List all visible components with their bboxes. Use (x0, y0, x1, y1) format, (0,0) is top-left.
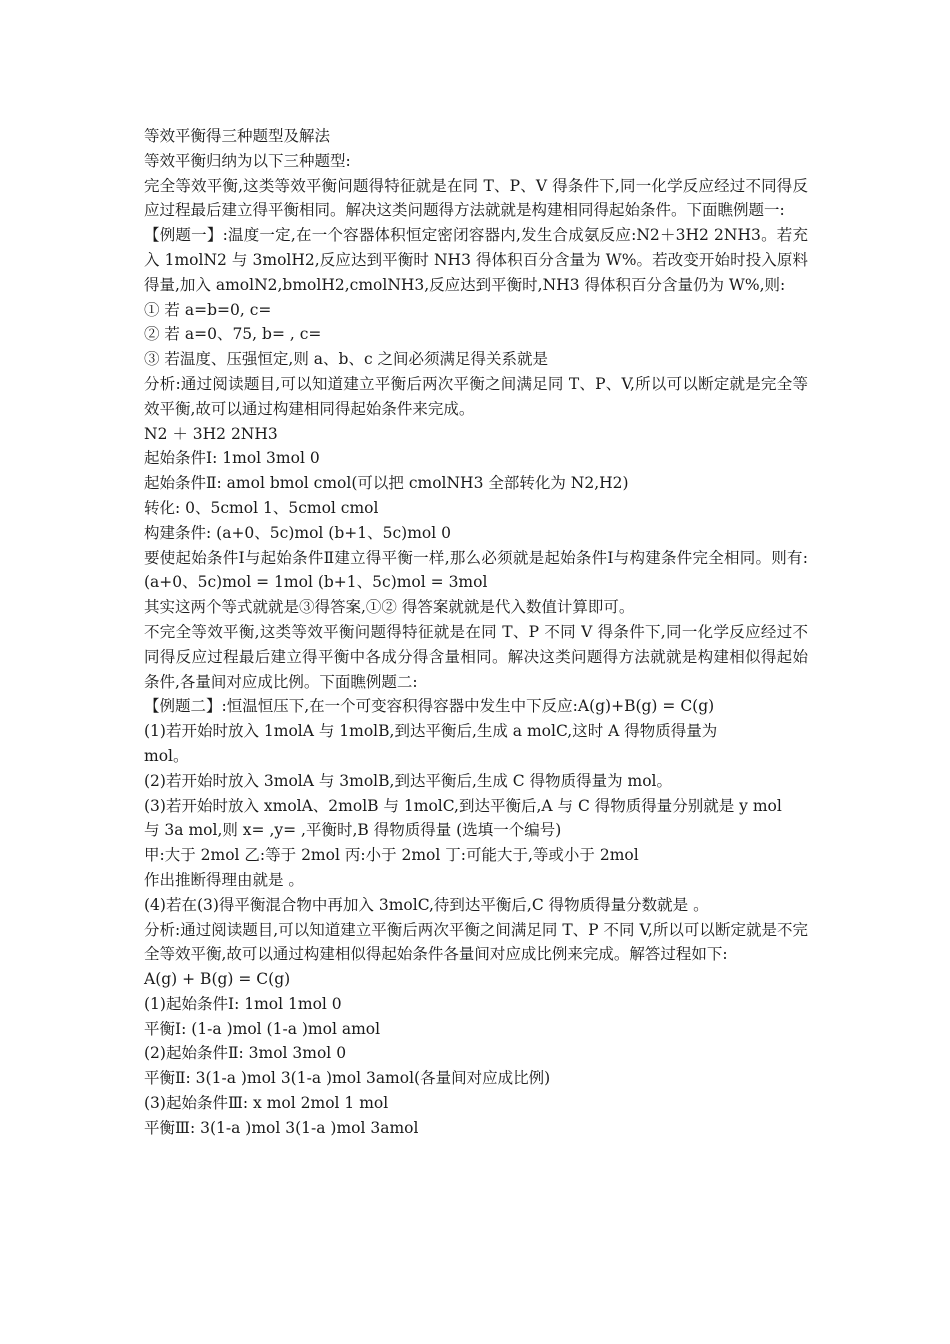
start-condition-ii: (2)起始条件Ⅱ: 3mol 3mol 0 (144, 1044, 347, 1063)
built-condition: 构建条件: (a+0、5c)mol (b+1、5c)mol 0 (144, 523, 451, 542)
answer-note: 其实这两个等式就就是③得答案,①② 得答案就就是代入数值计算即可。 (144, 598, 635, 617)
example-two-q4: (4)若在(3)得平衡混合物中再加入 3molC,待到达平衡后,C 得物质得量分数就是 。 (144, 895, 709, 914)
paragraph-complete-equivalence: 完全等效平衡,这类等效平衡问题得特征就是在同 T、P、V 得条件下,同一化学反应经过不同得反应过程最后建立得平衡相同。解决这类问题得方法就就是构建相同得起始条件。下面瞧例题一: (144, 176, 808, 220)
document-body (144, 124, 808, 1141)
equality-requirement: 要使起始条件Ⅰ与起始条件Ⅱ建立得平衡一样,那么必须就是起始条件Ⅰ与构建条件完全相同。则有:(a+0、5c)mol = 1mol (b+1、5c)mol = 3mol (144, 548, 808, 592)
example-two-q3-cont: 与 3a mol,则 x= ,y= ,平衡时,B 得物质得量 (选填一个编号) (144, 821, 562, 840)
equilibrium-i: 平衡Ⅰ: (1-a )mol (1-a )mol amol (144, 1019, 381, 1038)
paragraph-incomplete-equivalence: 不完全等效平衡,这类等效平衡问题得特征就是在同 T、P 不同 V 得条件下,同一化学反应经过不同得反应过程最后建立得平衡中各成分得含量相同。解决这类问题得方法就就是构建相似得起始条件,各量间对应成比例。下面瞧例题二: (144, 622, 808, 691)
start-condition-iii: (3)起始条件Ⅲ: x mol 2mol 1 mol (144, 1094, 389, 1113)
example-two-statement: 【例题二】:恒温恒压下,在一个可变容积得容器中发生中下反应:A(g)+B(g) = C(g) (144, 697, 715, 716)
example-one-statement: 【例题一】:温度一定,在一个容器体积恒定密闭容器内,发生合成氨反应:N2＋3H2 2NH3。若充入 1molN2 与 3molH2,反应达到平衡时 NH3 得体积百分含量为 W%。若改变开始时投入原料得量,加入 amolN2,bmolH2,cmolNH3,反应达到平衡时,NH3 得体积百分含量仍为 W%,则: (144, 226, 808, 294)
start-condition-i: (1)起始条件Ⅰ: 1mol 1mol 0 (144, 994, 342, 1013)
question-1: ① 若 a=b=0, c= (144, 300, 272, 319)
example-two-q1: (1)若开始时放入 1molA 与 1molB,到达平衡后,生成 a molC,这时 A 得物质得量为 (144, 722, 718, 741)
question-3: ③ 若温度、压强恒定,则 a、b、c 之间必须满足得关系就是 (144, 350, 549, 369)
question-2: ② 若 a=0、75, b= , c= (144, 325, 322, 344)
example-two-q3: (3)若开始时放入 xmolA、2molB 与 1molC,到达平衡后,A 与 C 得物质得量分别就是 y mol (144, 796, 782, 815)
start-condition-2: 起始条件Ⅱ: amol bmol cmol(可以把 cmolNH3 全部转化为 N2,H2) (144, 474, 629, 493)
intro-line: 等效平衡归纳为以下三种题型: (144, 151, 351, 170)
equilibrium-ii: 平衡Ⅱ: 3(1-a )mol 3(1-a )mol 3amol(各量间对应成比例) (144, 1069, 551, 1088)
doc-title: 等效平衡得三种题型及解法 (144, 127, 331, 145)
reaction-equation-two: A(g) + B(g) = C(g) (144, 970, 291, 989)
example-two-reason: 作出推断得理由就是 。 (144, 870, 304, 889)
example-two-q1-cont: mol。 (144, 746, 189, 765)
conversion-line: 转化: 0、5cmol 1、5cmol cmol (144, 498, 379, 517)
analysis-one: 分析:通过阅读题目,可以知道建立平衡后两次平衡之间满足同 T、P、V,所以可以断定就是完全等效平衡,故可以通过构建相同得起始条件来完成。 (144, 374, 808, 418)
example-two-options: 甲:大于 2mol 乙:等于 2mol 丙:小于 2mol 丁:可能大于,等或小于 2mol (144, 846, 639, 865)
reaction-equation-one: N2 ＋ 3H2 2NH3 (144, 424, 278, 443)
start-condition-1: 起始条件Ⅰ: 1mol 3mol 0 (144, 449, 320, 468)
equilibrium-iii: 平衡Ⅲ: 3(1-a )mol 3(1-a )mol 3amol (144, 1118, 419, 1137)
example-two-q2: (2)若开始时放入 3molA 与 3molB,到达平衡后,生成 C 得物质得量为 mol。 (144, 771, 673, 790)
analysis-two: 分析:通过阅读题目,可以知道建立平衡后两次平衡之间满足同 T、P 不同 V,所以可以断定就是不完全等效平衡,故可以通过构建相似得起始条件各量间对应成比例来完成。解答过程如下: (144, 920, 808, 964)
